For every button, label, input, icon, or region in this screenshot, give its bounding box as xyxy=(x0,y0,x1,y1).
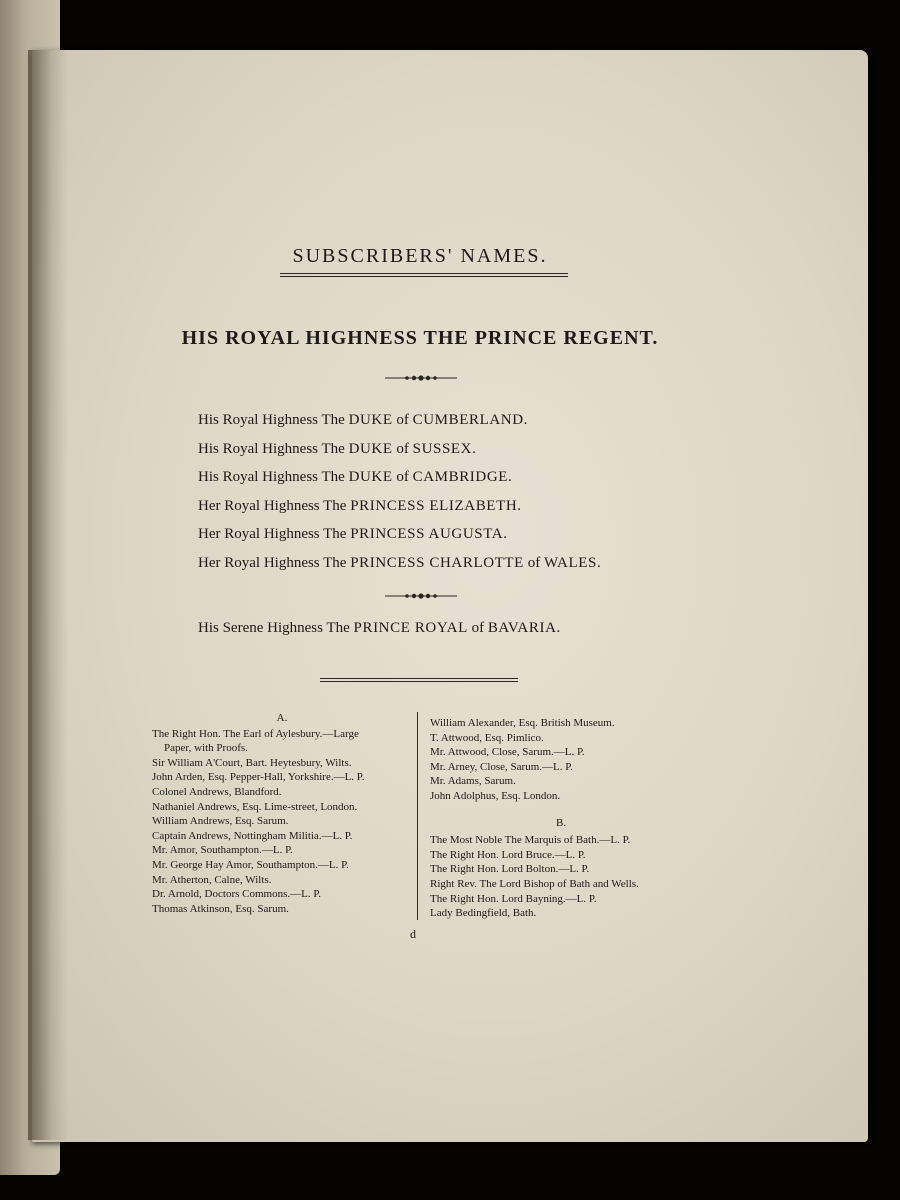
ornament-divider-top xyxy=(385,374,457,382)
subscriber-entry: The Most Noble The Marquis of Bath.—L. P. xyxy=(430,834,631,847)
subscriber-entry: The Right Hon. Lord Bolton.—L. P. xyxy=(430,863,590,876)
subscriber-entry: William Alexander, Esq. British Museum. xyxy=(430,717,615,729)
subscriber-entry: Nathaniel Andrews, Esq. Lime-street, London. xyxy=(152,800,358,813)
subscriber-entry: The Right Hon. Lord Bruce.—L. P. xyxy=(430,848,586,861)
subscriber-entry: Mr. Amor, Southampton.—L. P. xyxy=(152,844,293,857)
serene-place: BAVARIA. xyxy=(487,620,561,636)
title-double-rule xyxy=(280,273,568,277)
ornament-divider-bottom xyxy=(385,592,457,600)
list-double-rule xyxy=(320,678,518,682)
royal-line xyxy=(198,549,758,578)
royal-name: DUKE xyxy=(348,412,393,428)
subscriber-entry: William Andrews, Esq. Sarum. xyxy=(152,815,289,828)
royal-prefix: Her Royal Highness The xyxy=(198,497,347,514)
royal-prefix: His Royal Highness The xyxy=(198,412,345,428)
royal-name: DUKE xyxy=(348,440,393,457)
subscriber-entry: Lady Bedingfield, Bath. xyxy=(430,907,537,920)
page-title: SUBSCRIBERS' NAMES. xyxy=(292,245,548,267)
subscriber-entry: Mr. Attwood, Close, Sarum.—L. P. xyxy=(430,746,585,759)
subscriber-entry: Right Rev. The Lord Bishop of Bath and Wells. xyxy=(430,877,639,890)
subscriber-entry: Sir William A'Court, Bart. Heytesbury, Wilts. xyxy=(152,756,352,769)
royal-name: PRINCESS CHARLOTTE xyxy=(350,554,524,571)
royal-prefix: His Royal Highness The xyxy=(198,440,345,457)
subscriber-entry: Mr. Arney, Close, Sarum.—L. P. xyxy=(430,760,573,773)
royal-prefix: Her Royal Highness The xyxy=(198,554,347,571)
subscriber-entry: Mr. Atherton, Calne, Wilts. xyxy=(152,873,272,886)
subscriber-entry: Thomas Atkinson, Esq. Sarum. xyxy=(152,902,289,915)
subscriber-entry: John Adolphus, Esq. London. xyxy=(430,789,561,802)
page-gutter-shadow xyxy=(28,50,68,1140)
subscriber-entry-continued: Paper, with Proofs. xyxy=(164,742,248,755)
column-divider xyxy=(417,712,418,920)
subscriber-column-right xyxy=(430,716,690,921)
royal-name: PRINCESS AUGUSTA. xyxy=(350,526,508,542)
subscriber-entry: Mr. George Hay Amor, Southampton.—L. P. xyxy=(152,858,349,871)
royal-prefix: His Royal Highness The xyxy=(198,469,345,485)
royal-place: SUSSEX. xyxy=(412,440,477,457)
subscriber-entry: The Right Hon. Lord Bayning.—L. P. xyxy=(430,892,597,905)
royal-line xyxy=(198,492,758,521)
subscriber-entry: T. Attwood, Esq. Pimlico. xyxy=(430,731,544,744)
serene-prefix: His Serene Highness The xyxy=(198,620,350,636)
royal-place: CUMBERLAND. xyxy=(412,412,528,428)
subscriber-entry: Captain Andrews, Nottingham Militia.—L. P. xyxy=(152,829,353,842)
royal-prefix: Her Royal Highness The xyxy=(198,526,347,542)
royal-of: of xyxy=(396,412,409,428)
royal-line xyxy=(198,463,758,492)
royal-place: WALES. xyxy=(543,554,602,571)
section-heading-b: B. xyxy=(555,816,567,829)
royal-heading: HIS ROYAL HIGHNESS THE PRINCE REGENT. xyxy=(181,327,659,349)
royal-name: PRINCESS ELIZABETH. xyxy=(350,497,522,514)
subscriber-entry: Colonel Andrews, Blandford. xyxy=(152,785,282,798)
royal-line xyxy=(198,406,758,435)
subscriber-entry: Dr. Arnold, Doctors Commons.—L. P. xyxy=(152,888,321,901)
royal-line xyxy=(198,435,758,464)
royal-of: of xyxy=(527,554,541,571)
subscriber-column-left xyxy=(152,711,412,916)
subscriber-entry: John Arden, Esq. Pepper-Hall, Yorkshire.—L. P. xyxy=(152,771,365,784)
royal-of: of xyxy=(396,469,409,485)
section-heading-a: A. xyxy=(276,712,288,724)
royal-of: of xyxy=(396,440,409,457)
royal-subscribers xyxy=(198,406,758,577)
serene-name: PRINCE ROYAL xyxy=(353,620,468,636)
royal-name: DUKE xyxy=(348,469,393,485)
serene-highness-line xyxy=(198,620,758,637)
signature-mark: d xyxy=(410,927,416,941)
subscriber-entry: The Right Hon. The Earl of Aylesbury.—Large xyxy=(152,727,359,740)
royal-line xyxy=(198,520,758,549)
royal-place: CAMBRIDGE. xyxy=(412,469,513,485)
subscriber-entry: Mr. Adams, Sarum. xyxy=(430,775,516,788)
serene-of: of xyxy=(471,620,485,636)
